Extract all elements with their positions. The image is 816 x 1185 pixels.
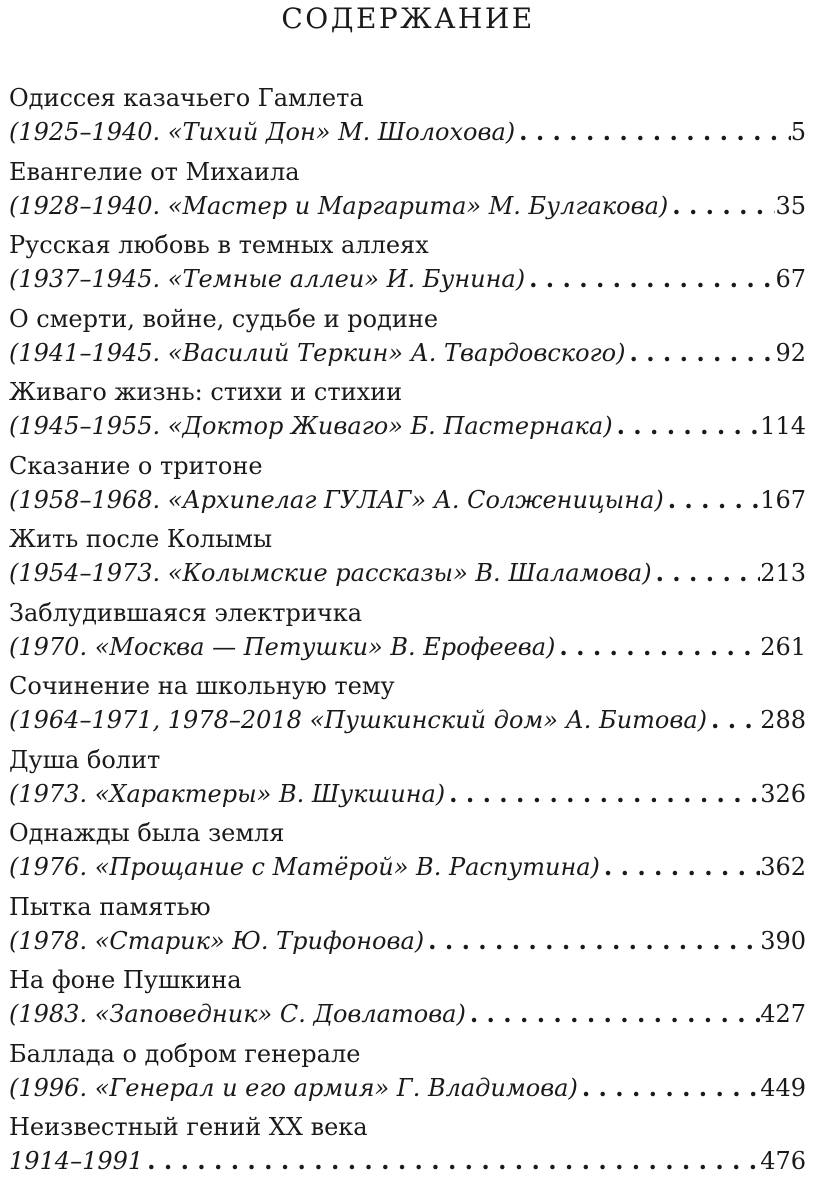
toc-entry[interactable] bbox=[9, 891, 806, 965]
entry-line bbox=[9, 114, 806, 150]
dot-leader bbox=[626, 335, 776, 371]
entry-title: Баллада о добром генерале bbox=[9, 1039, 361, 1068]
entry-title: Заблудившаяся электричка bbox=[9, 598, 363, 627]
toc-entry[interactable] bbox=[9, 1038, 806, 1112]
toc-entry[interactable] bbox=[9, 817, 806, 891]
dot-leader bbox=[525, 261, 775, 297]
dot-leader bbox=[445, 776, 760, 812]
entry-title: Душа болит bbox=[9, 745, 161, 774]
toc-list bbox=[9, 82, 806, 1185]
entry-page-number: 5 bbox=[790, 118, 806, 146]
dot-leader bbox=[466, 996, 760, 1032]
entry-line bbox=[9, 776, 806, 812]
entry-page-number: 288 bbox=[760, 706, 806, 734]
toc-entry[interactable] bbox=[9, 523, 806, 597]
entry-title: Сочинение на школьную тему bbox=[9, 672, 395, 700]
entry-subtitle: (1978. «Старик» Ю. Трифонова) bbox=[9, 926, 425, 955]
page-title: СОДЕРЖАНИЕ bbox=[281, 2, 535, 35]
entry-title: Одиссея казачьего Гамлета bbox=[9, 84, 364, 112]
entry-line bbox=[9, 849, 806, 885]
entry-subtitle: (1976. «Прощание с Матёрой» В. Распутина) bbox=[9, 853, 600, 881]
entry-line bbox=[9, 482, 806, 518]
entry-page-number: 114 bbox=[760, 412, 806, 440]
entry-page-number: 261 bbox=[760, 632, 806, 661]
toc-entry[interactable] bbox=[9, 744, 806, 818]
entry-subtitle: (1958–1968. «Архипелаг ГУЛАГ» А. Солженицына) bbox=[9, 485, 664, 514]
entry-subtitle: (1954–1973. «Колымские рассказы» В. Шаламова) bbox=[9, 559, 652, 587]
dot-leader bbox=[668, 188, 775, 224]
toc-entry[interactable] bbox=[9, 376, 806, 450]
entry-title: Сказание о тритоне bbox=[9, 451, 263, 480]
entry-line bbox=[9, 1070, 806, 1106]
entry-subtitle: (1925–1940. «Тихий Дон» М. Шолохова) bbox=[9, 118, 516, 146]
entry-page-number: 213 bbox=[760, 559, 806, 587]
entry-page-number: 326 bbox=[760, 779, 806, 808]
toc-entry[interactable] bbox=[9, 229, 806, 303]
entry-title: Евангелие от Михаила bbox=[9, 157, 300, 186]
entry-title: Однажды была земля bbox=[9, 819, 285, 847]
dot-leader bbox=[143, 1143, 760, 1179]
toc-entry[interactable] bbox=[9, 964, 806, 1038]
dot-leader bbox=[424, 923, 760, 959]
entry-title: Русская любовь в темных аллеях bbox=[9, 231, 429, 259]
entry-page-number: 92 bbox=[775, 338, 806, 367]
entry-line bbox=[9, 1143, 806, 1179]
dot-leader bbox=[600, 849, 760, 885]
entry-subtitle: 1914–1991 bbox=[9, 1147, 144, 1175]
entry-subtitle: (1973. «Характеры» В. Шукшина) bbox=[9, 779, 446, 808]
entry-line bbox=[9, 335, 806, 371]
entry-line bbox=[9, 629, 806, 665]
toc-entry[interactable] bbox=[9, 82, 806, 156]
entry-title: Неизвестный гений XX века bbox=[9, 1113, 368, 1141]
dot-leader bbox=[613, 408, 761, 444]
entry-subtitle: (1945–1955. «Доктор Живаго» Б. Пастернака) bbox=[9, 412, 613, 440]
toc-entry[interactable] bbox=[9, 1111, 806, 1185]
entry-subtitle: (1983. «Заповедник» С. Довлатова) bbox=[9, 1000, 466, 1028]
entry-line bbox=[9, 555, 806, 591]
entry-title: На фоне Пушкина bbox=[9, 966, 242, 994]
dot-leader bbox=[578, 1070, 760, 1106]
dot-leader bbox=[664, 482, 760, 518]
entry-page-number: 67 bbox=[775, 265, 806, 293]
entry-subtitle: (1928–1940. «Мастер и Маргарита» М. Булгакова) bbox=[9, 191, 669, 220]
entry-line bbox=[9, 996, 806, 1032]
entry-page-number: 449 bbox=[760, 1073, 806, 1102]
toc-entry[interactable] bbox=[9, 156, 806, 230]
entry-subtitle: (1941–1945. «Василий Теркин» А. Твардовского) bbox=[9, 338, 626, 367]
entry-title: О смерти, войне, судьбе и родине bbox=[9, 304, 439, 333]
entry-line bbox=[9, 923, 806, 959]
entry-line bbox=[9, 408, 806, 444]
toc-entry[interactable] bbox=[9, 450, 806, 524]
entry-line bbox=[9, 261, 806, 297]
dot-leader bbox=[652, 555, 761, 591]
dot-leader bbox=[707, 702, 760, 738]
entry-page-number: 362 bbox=[760, 853, 806, 881]
entry-line bbox=[9, 702, 806, 738]
dot-leader bbox=[555, 629, 760, 665]
entry-page-number: 476 bbox=[760, 1147, 806, 1175]
entry-title: Жить после Колымы bbox=[9, 525, 273, 553]
entry-subtitle: (1964–1971, 1978–2018 «Пушкинский дом» А. Битова) bbox=[9, 706, 707, 734]
entry-title: Пытка памятью bbox=[9, 892, 211, 921]
toc-entry[interactable] bbox=[9, 597, 806, 671]
entry-page-number: 35 bbox=[775, 191, 806, 220]
entry-page-number: 427 bbox=[760, 1000, 806, 1028]
dot-leader bbox=[515, 114, 791, 150]
entry-page-number: 390 bbox=[760, 926, 806, 955]
entry-page-number: 167 bbox=[760, 485, 806, 514]
entry-subtitle: (1970. «Москва — Петушки» В. Ерофеева) bbox=[9, 632, 556, 661]
entry-subtitle: (1996. «Генерал и его армия» Г. Владимова) bbox=[9, 1073, 578, 1102]
entry-subtitle: (1937–1945. «Темные аллеи» И. Бунина) bbox=[9, 265, 526, 293]
toc-entry[interactable] bbox=[9, 670, 806, 744]
entry-title: Живаго жизнь: стихи и стихии bbox=[9, 378, 403, 406]
entry-line bbox=[9, 188, 806, 224]
toc-entry[interactable] bbox=[9, 303, 806, 377]
